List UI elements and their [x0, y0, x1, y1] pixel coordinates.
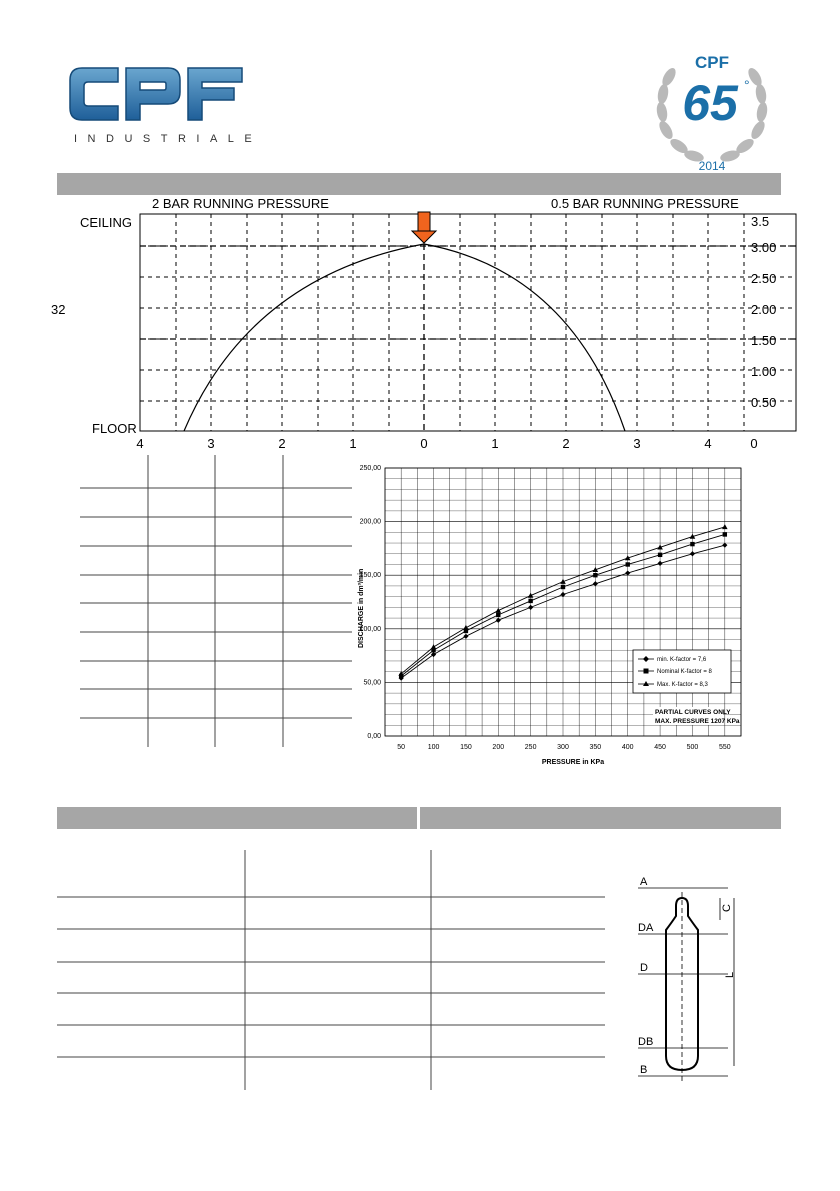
x-tick-label: 550	[718, 744, 731, 751]
y-tick: 3.5	[751, 214, 770, 229]
dim-label-b: B	[640, 1064, 648, 1076]
y-tick: 0.50	[751, 395, 777, 410]
cpf-logo	[60, 50, 260, 170]
y-tick: 1.00	[751, 364, 777, 379]
x-tick-label: 500	[686, 744, 699, 751]
legend-series-2: Nominal K-factor = 8	[657, 669, 712, 675]
data-point	[593, 573, 597, 577]
data-point	[528, 599, 532, 603]
dim-label-da: DA	[638, 922, 654, 934]
data-point	[496, 613, 500, 617]
spray-right-title: 0.5 BAR RUNNING PRESSURE	[551, 196, 739, 211]
left-spec-table	[80, 455, 352, 747]
legend-series-1: min. K-factor = 7,6	[657, 657, 707, 663]
x-tick-label: 150	[460, 744, 472, 751]
section-bar-right	[420, 807, 781, 829]
medal-years: 65	[682, 75, 738, 131]
spray-pattern	[50, 196, 840, 452]
annotation-line-1: PARTIAL CURVES ONLY	[655, 709, 731, 716]
data-point	[690, 542, 694, 546]
discharge-chart	[353, 458, 760, 768]
medal-year: 2014	[698, 159, 726, 173]
x-tick: 2	[278, 436, 286, 451]
data-point	[626, 562, 630, 566]
x-tick-label: 350	[589, 744, 602, 751]
data-point	[723, 532, 727, 536]
x-tick: 1	[349, 436, 357, 451]
data-point	[561, 585, 565, 589]
x-tick: 1	[491, 436, 499, 451]
x-tick-label: 100	[427, 744, 440, 751]
x-tick: 4	[704, 436, 712, 451]
x-axis-label: PRESSURE in KPa	[541, 759, 605, 766]
data-point	[658, 553, 662, 557]
spray-left-title: 2 BAR RUNNING PRESSURE	[152, 196, 329, 211]
section-bar-top	[57, 173, 781, 195]
x-tick: 3	[207, 436, 215, 451]
y-tick-label: 250,00	[359, 465, 381, 472]
x-tick: 0	[420, 436, 428, 451]
x-tick-label: 200	[492, 744, 505, 751]
y-tick: 3.00	[751, 240, 777, 255]
dim-label-db: DB	[638, 1036, 654, 1048]
chart-legend	[633, 650, 731, 693]
anniversary-medal	[652, 40, 772, 175]
dim-label-l: L	[724, 971, 736, 978]
y-tick-label: 150,00	[359, 572, 381, 580]
y-tick: 2.50	[751, 271, 777, 286]
ceiling-label: CEILING	[80, 215, 133, 230]
medal-brand: CPF	[695, 53, 729, 72]
dimension-table	[57, 850, 617, 1090]
x-tick-label: 300	[557, 744, 569, 751]
x-tick-label: 450	[654, 744, 666, 751]
section-bar-left	[57, 807, 417, 829]
x-tick-label: 400	[621, 744, 634, 751]
y-tick-label: 200,00	[359, 518, 381, 526]
spray-curve	[184, 244, 625, 431]
dim-label-c: C	[721, 904, 733, 912]
x-tick-label: 250	[524, 744, 537, 751]
bulb-diagram	[628, 870, 748, 1085]
medal-degree: °	[744, 77, 750, 93]
floor-label: FLOOR	[92, 421, 137, 436]
side-value: 32	[51, 302, 66, 317]
dim-label-d: D	[640, 962, 648, 974]
y-tick: 2.00	[751, 302, 777, 317]
y-tick-label: 0,00	[367, 733, 381, 740]
y-tick: 1.50	[751, 333, 777, 348]
logo-subtext: INDUSTRIALE	[74, 133, 260, 145]
x-tick: 4	[136, 436, 144, 451]
y-axis-label: DISCHARGE in dm³/min	[358, 568, 365, 648]
x-tick-label: 50	[397, 744, 406, 751]
annotation-line-2: MAX. PRESSURE 1207 KPa	[655, 718, 740, 725]
down-arrow-icon	[412, 212, 436, 243]
y-tick-label: 50,00	[363, 679, 381, 687]
dim-label-a: A	[640, 876, 648, 888]
x-tick: 0	[750, 436, 758, 451]
x-tick: 2	[562, 436, 570, 451]
y-tick-label: 100,00	[359, 625, 381, 633]
legend-series-3: Max. K-factor = 8,3	[657, 682, 708, 688]
x-tick: 3	[633, 436, 641, 451]
